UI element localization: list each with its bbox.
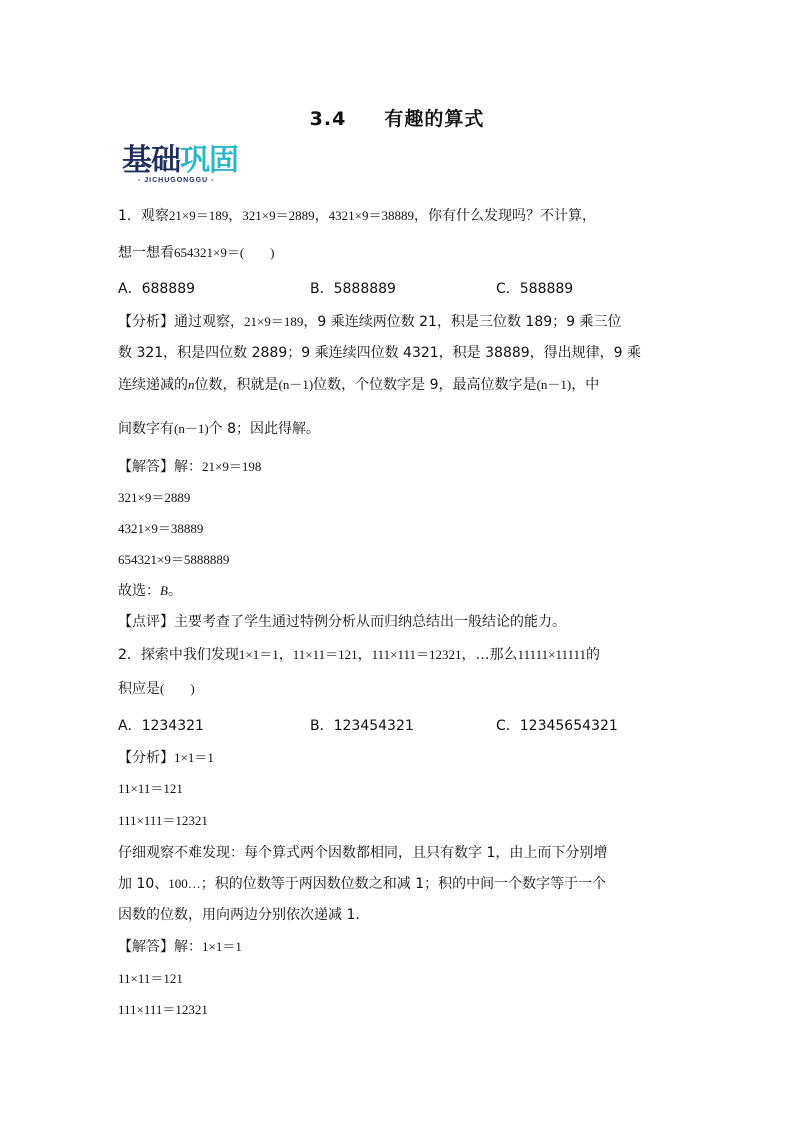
q1-analysis-text: 个 8；因此得解。 xyxy=(208,421,321,437)
q2-answer-formula: 1×1＝1 xyxy=(202,939,242,954)
q1-stem-line-2 xyxy=(118,243,275,263)
q2-option-b: B．123454321 xyxy=(310,718,414,734)
q2-text: ， xyxy=(357,647,372,663)
q1-option-c: C．588889 xyxy=(496,281,574,297)
q2-analysis-paragraph-2 xyxy=(118,874,606,894)
q1-analysis-text: ，9 乘连续两位数 21，积是三位数 189；9 乘三位 xyxy=(303,314,622,330)
q1-text: 想一想看 xyxy=(118,245,174,261)
q2-analysis-text: 加 10、 xyxy=(118,876,169,892)
q1-stem-line-1 xyxy=(118,206,596,226)
page-title xyxy=(0,104,794,131)
q1-formula-3: 4321×9＝38889 xyxy=(328,208,414,223)
q1-option-a: A．688889 xyxy=(118,281,196,297)
q1-analysis-line-2: 数 321，积是四位数 2889；9 乘连续四位数 4321，积是 38889，得出规律，9 乘 xyxy=(118,345,642,361)
q1-text: ，你有什么发现吗？不计算， xyxy=(413,208,596,224)
q2-analysis-label: 【分析】 xyxy=(118,750,174,766)
q2-text: ，…那么 xyxy=(461,647,518,663)
q1-choice-text: 。 xyxy=(167,583,182,599)
q2-analysis-paragraph-3: 因数的位数，用向两边分别依次递减 1． xyxy=(118,907,370,923)
q1-analysis-text: 位数，个位数字是 9，最高位数字是 xyxy=(313,377,537,393)
q1-analysis-formula: (n－1) xyxy=(536,377,572,392)
q2-blank: ( ) xyxy=(160,681,195,696)
q2-formula-1: 1×1＝1 xyxy=(238,647,279,662)
q1-formula-2: 321×9＝2889 xyxy=(242,208,315,223)
q1-text: ， xyxy=(228,208,243,224)
q1-option-b: B．5888889 xyxy=(310,281,396,297)
q2-options xyxy=(118,716,618,736)
q1-analysis-line-3 xyxy=(118,375,599,395)
q1-text: 1．观察 xyxy=(118,208,169,224)
q1-analysis-formula: (n－1) xyxy=(174,421,209,436)
q1-formula-question: 654321×9＝( ) xyxy=(174,245,275,260)
q1-analysis-text: ，中 xyxy=(571,377,600,393)
q2-formula-2: 11×11＝121 xyxy=(292,647,358,662)
q1-analysis-text: 【分析】通过观察， xyxy=(118,314,244,330)
q1-answer-label: 【解答】解： xyxy=(118,459,202,475)
q1-analysis-line-4 xyxy=(118,419,320,439)
q1-analysis-variable: n xyxy=(188,377,195,392)
q1-choice-letter: B xyxy=(160,583,168,598)
q2-stem-line-1 xyxy=(118,645,600,665)
q2-analysis-line-2: 11×11＝121 xyxy=(118,781,183,796)
q2-analysis-line-1 xyxy=(118,748,214,768)
q2-answer-line-2: 11×11＝121 xyxy=(118,971,183,986)
q1-choice xyxy=(118,581,182,601)
q2-text: 2．探索中我们发现 xyxy=(118,647,239,663)
logo-text-b: 巩固 xyxy=(180,143,238,178)
section-title: 有趣的算式 xyxy=(384,108,485,130)
q1-answer-line-4: 654321×9＝5888889 xyxy=(118,552,230,567)
q2-stem-line-2 xyxy=(118,679,195,699)
logo-text-a: 基础 xyxy=(122,143,180,178)
q2-text: 的 xyxy=(586,647,601,663)
q2-text: 积应是 xyxy=(118,681,160,697)
q1-answer-line-1 xyxy=(118,457,261,477)
q1-analysis-formula: 21×9＝189 xyxy=(244,314,304,329)
q1-analysis-text: 间数字有 xyxy=(118,421,174,437)
q2-analysis-formula: 100… xyxy=(168,876,201,891)
logo-main-text xyxy=(122,145,264,177)
q2-option-a: A．1234321 xyxy=(118,718,204,734)
q1-comment: 【点评】主要考查了学生通过特例分析从而归纳总结出一般结论的能力。 xyxy=(118,614,566,630)
q2-formula-4: 11111×11111 xyxy=(517,647,587,662)
q2-analysis-line-3: 111×111＝12321 xyxy=(118,813,208,828)
q1-analysis-text: 位数，积就是 xyxy=(194,377,279,393)
q1-answer-formula: 21×9＝198 xyxy=(202,459,262,474)
q2-analysis-formula: 1×1＝1 xyxy=(174,750,214,765)
q2-answer-line-1 xyxy=(118,937,242,957)
q2-formula-3: 111×111＝12321 xyxy=(371,647,462,662)
section-number: 3.4 xyxy=(309,108,347,130)
jichugonggu-logo xyxy=(122,145,264,189)
q1-analysis-text: 连续递减的 xyxy=(118,377,188,393)
q1-answer-line-3: 4321×9＝38889 xyxy=(118,521,204,536)
q1-answer-line-2: 321×9＝2889 xyxy=(118,490,191,505)
logo-subtitle: - JICHUGONGGU - xyxy=(138,177,215,184)
q2-analysis-paragraph-1: 仔细观察不难发现：每个算式两个因数都相同，且只有数字 1，由上而下分别增 xyxy=(118,845,608,861)
q1-options xyxy=(118,279,573,299)
q2-answer-label: 【解答】解： xyxy=(118,939,202,955)
q1-choice-text: 故选： xyxy=(118,583,160,599)
q1-analysis-formula: (n－1) xyxy=(278,377,314,392)
q1-analysis-line-1 xyxy=(118,312,622,332)
q2-option-c: C．12345654321 xyxy=(496,718,618,734)
q2-analysis-text: ；积的位数等于两因数位数之和减 1；积的中间一个数字等于一个 xyxy=(200,876,607,892)
q1-text: ， xyxy=(314,208,329,224)
q1-formula-1: 21×9＝189 xyxy=(168,208,229,223)
q2-answer-line-3: 111×111＝12321 xyxy=(118,1002,208,1017)
q2-text: ， xyxy=(278,647,293,663)
